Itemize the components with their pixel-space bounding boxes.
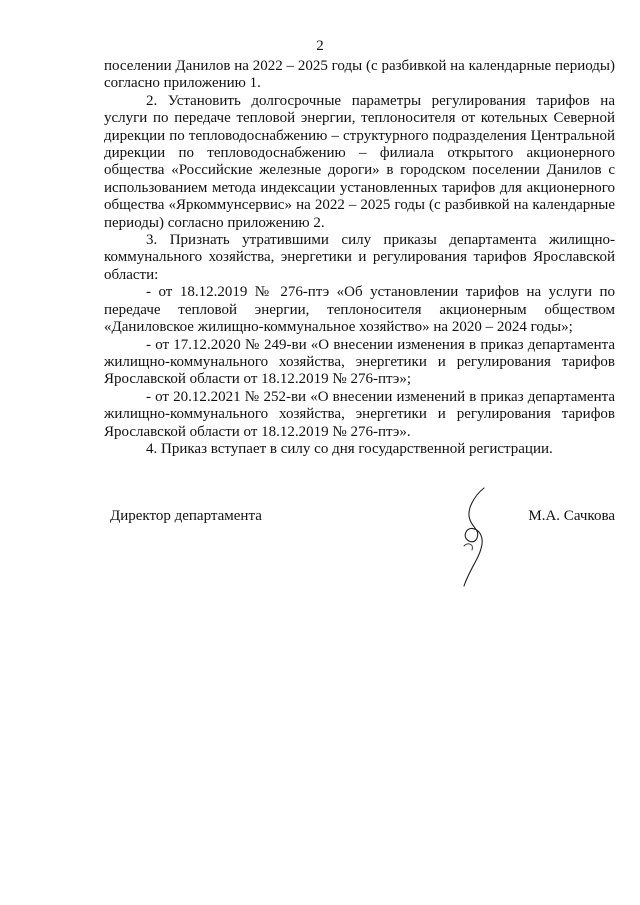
paragraph-continuation: поселении Данилов на 2022 – 2025 годы (с разбивкой на календарные периоды) согласно приложению 1. — [104, 58, 615, 92]
handwritten-signature-icon — [450, 486, 500, 596]
signature-block — [110, 508, 615, 598]
repealed-order-2: - от 17.12.2020 № 249-ви «О внесении изменения в приказ департамента жилищно-коммунального хозяйства, энергетики и регулирования тарифов Ярославской области от 18.12.2019 № 276-птэ»; — [104, 336, 615, 388]
signer-name: М.А. Сачкова — [528, 508, 615, 524]
page-number: 2 — [316, 38, 324, 54]
repealed-order-3: - от 20.12.2021 № 252-ви «О внесении изменений в приказ департамента жилищно-коммунального хозяйства, энергетики и регулирования тарифов Ярославской области от 18.12.2019 № 276-птэ». — [104, 388, 615, 440]
document-body — [104, 58, 615, 458]
paragraph-item-4: 4. Приказ вступает в силу со дня государственной регистрации. — [146, 440, 553, 457]
repealed-order-1: - от 18.12.2019 № 276-птэ «Об установлении тарифов на услуги по передаче тепловой энергии, теплоносителя акционерным обществом «Даниловское жилищно-коммунальное хозяйство» на 2020 – 2024 годы»; — [104, 284, 615, 336]
signer-title: Директор департамента — [110, 508, 262, 524]
paragraph-item-3: 3. Признать утратившими силу приказы департамента жилищно-коммунального хозяйства, энергетики и регулирования тарифов Ярославской области: — [104, 232, 615, 283]
paragraph-item-2: 2. Установить долгосрочные параметры регулирования тарифов на услуги по передаче тепловой энергии, теплоносителя от котельных Северной дирекции по тепловодоснабжению – структурного подразделения Центральной дирекции по тепловодоснабжению – филиала открытого акционерного общества «Российские железные дороги» в городском поселении Данилов с использованием метода индексации установленных тарифов для акционерного общества «Яркоммунсервис» на 2022 – 2025 годы (с разбивкой на календарные периоды) согласно приложению 2. — [104, 92, 615, 231]
